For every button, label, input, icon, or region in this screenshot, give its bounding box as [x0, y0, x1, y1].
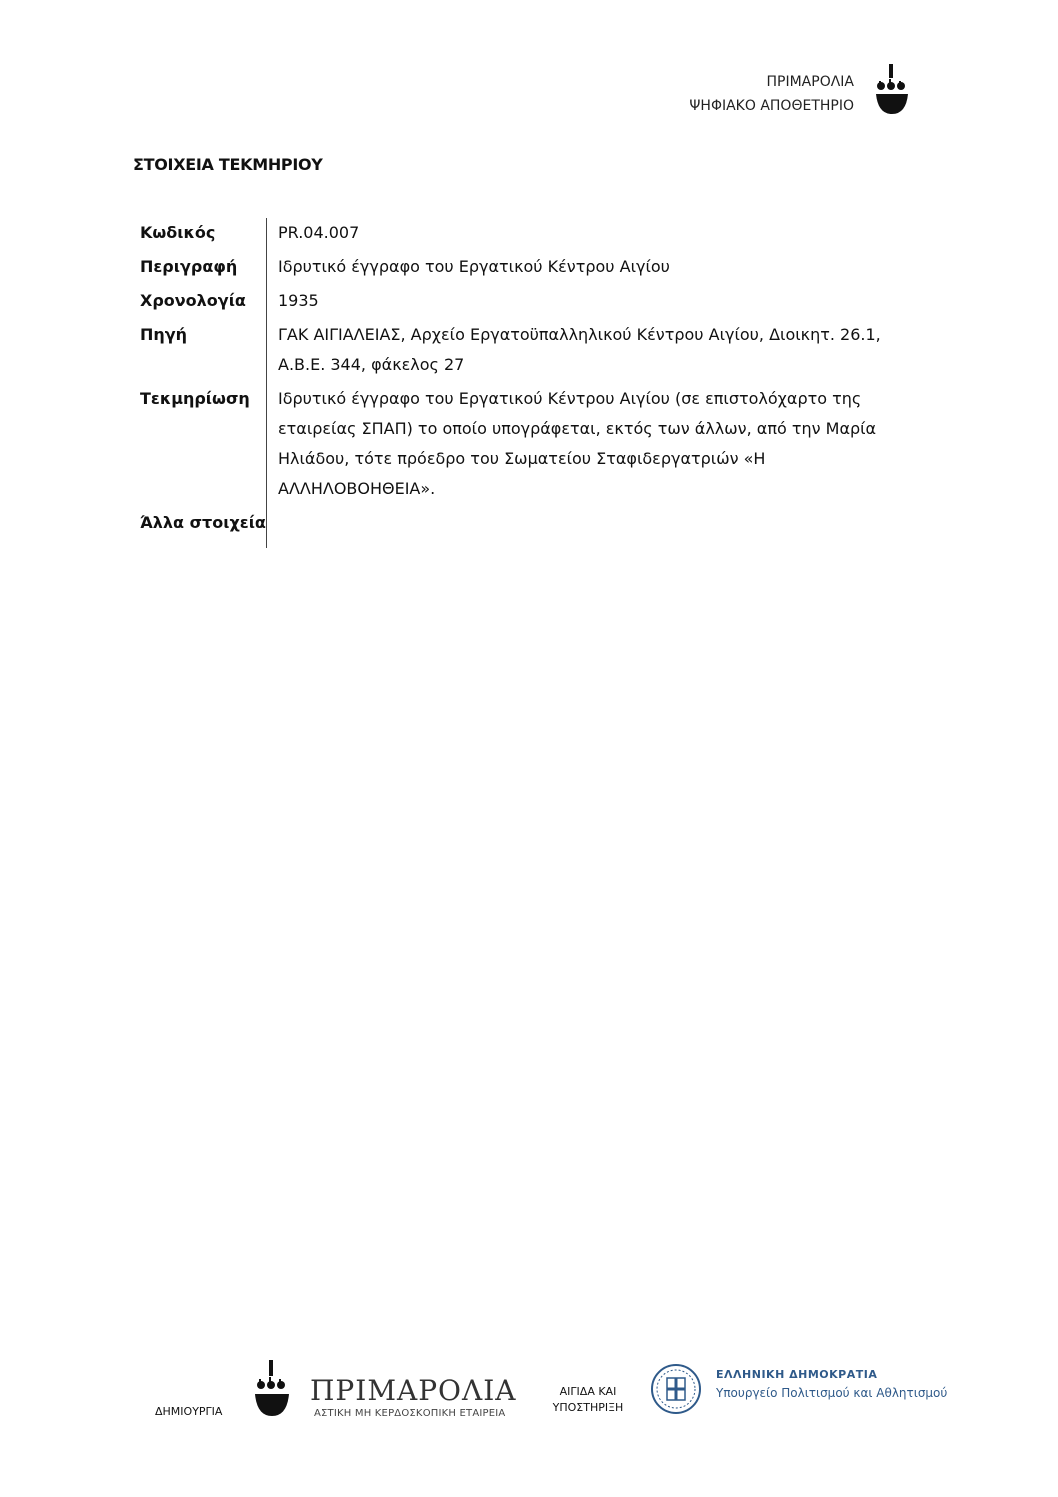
metadata-value: Ιδρυτικό έγγραφο του Εργατικού Κέντρου Αιγίου (σε επιστολόχαρτο της εταιρείας ΣΠΑΠ) το οποίο υπογράφεται, εκτός των άλλων, από την Μαρία Ηλιάδου, τότε πρόεδρο του Σωματείου Σταφιδεργατριών «Η ΑΛΛΗΛΟΒΟΗΘΕΙΑ».: [278, 389, 877, 498]
repository-header: [689, 70, 854, 118]
header-org-name: ΠΡΙΜΑΡΟΛΙΑ: [766, 74, 854, 90]
support-label-line2: ΥΠΟΣΤΗΡΙΞΗ: [552, 1401, 624, 1414]
primarolia-subtitle: ΑΣΤΙΚΗ ΜΗ ΚΕΡΔΟΣΚΟΠΙΚΗ ΕΤΑΙΡΕΙΑ: [314, 1408, 506, 1419]
metadata-row-other: [140, 508, 920, 548]
header-repository-name: ΨΗΦΙΑΚΟ ΑΠΟΘΕΤΗΡΙΟ: [689, 98, 854, 114]
creation-label: ΔΗΜΙΟΥΡΓΙΑ: [155, 1405, 223, 1418]
metadata-label: Πηγή: [140, 320, 267, 384]
metadata-label: Περιγραφή: [140, 252, 267, 286]
metadata-label: Χρονολογία: [140, 286, 267, 320]
support-label-line1: ΑΙΓΙΔΑ ΚΑΙ: [559, 1385, 617, 1398]
metadata-row-code: [140, 218, 920, 252]
section-title: ΣΤΟΙΧΕΙΑ ΤΕΚΜΗΡΙΟΥ: [133, 155, 323, 174]
metadata-value: Ιδρυτικό έγγραφο του Εργατικού Κέντρου Αιγίου: [278, 257, 670, 276]
metadata-label: Κωδικός: [140, 218, 267, 252]
metadata-row-date: [140, 286, 920, 320]
primarolia-footer-logo-icon: [252, 1360, 292, 1418]
primarolia-wordmark: ΠΡΙΜΑΡΟΛΙΑ: [310, 1374, 517, 1407]
metadata-label: Τεκμηρίωση: [140, 384, 267, 508]
support-label: [550, 1384, 626, 1416]
metadata-value: PR.04.007: [278, 223, 360, 242]
metadata-table: [140, 218, 920, 548]
metadata-value: ΓΑΚ ΑΙΓΙΑΛΕΙΑΣ, Αρχείο Εργατοϋπαλληλικού Κέντρου Αιγίου, Διοικητ. 26.1, Α.Β.Ε. 344, φάκελος 27: [278, 325, 881, 374]
metadata-row-source: [140, 320, 920, 384]
metadata-row-description: [140, 252, 920, 286]
metadata-label: Άλλα στοιχεία: [140, 508, 267, 548]
primarolia-logo-icon: [872, 64, 912, 116]
hellenic-republic-seal-icon: [650, 1363, 702, 1415]
gov-title: ΕΛΛΗΝΙΚΗ ΔΗΜΟΚΡΑΤΙΑ: [716, 1368, 878, 1381]
metadata-row-documentation: [140, 384, 920, 508]
gov-ministry: Υπουργείο Πολιτισμού και Αθλητισμού: [716, 1386, 948, 1400]
metadata-value: [267, 508, 920, 548]
metadata-value: 1935: [278, 291, 319, 310]
